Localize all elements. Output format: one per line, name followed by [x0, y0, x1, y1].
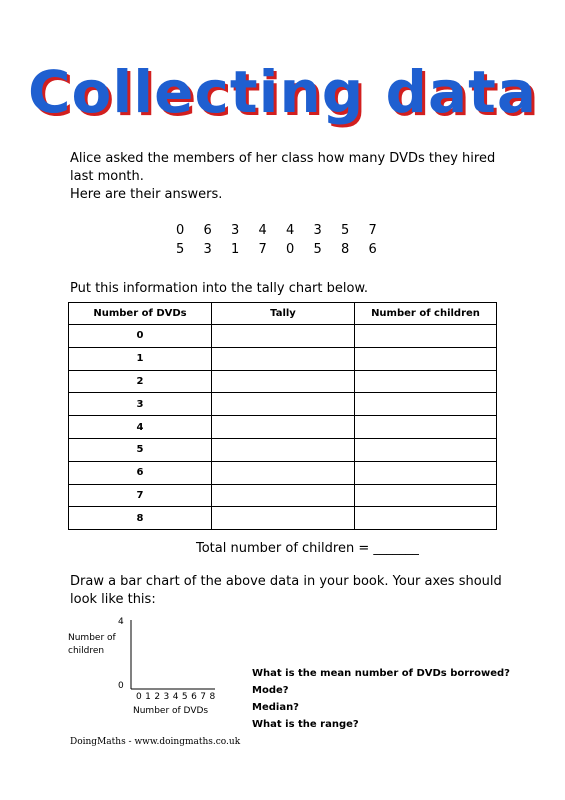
table-row [69, 507, 497, 530]
table-row [69, 461, 497, 484]
dvd-count-cell: 2 [69, 370, 212, 393]
footer-credit: DoingMaths - www.doingmaths.co.uk [70, 737, 241, 747]
answers-row-1 [176, 223, 396, 238]
tally-cell [212, 347, 355, 370]
answer-value: 5 [176, 242, 185, 257]
page-title: Collecting data [27, 58, 538, 126]
x-axis-label: Number of DVDs [133, 706, 209, 716]
dvd-count-cell: 0 [69, 325, 212, 348]
tally-cell [212, 416, 355, 439]
answer-value: 3 [231, 223, 240, 238]
tally-instruction: Put this information into the tally chart below. [70, 281, 369, 296]
children-cell [355, 461, 497, 484]
dvd-count-cell: 3 [69, 393, 212, 416]
answer-value: 3 [203, 242, 212, 257]
axis-origin-label: 0 [118, 681, 124, 691]
answer-value: 3 [313, 223, 322, 238]
dvd-count-cell: 4 [69, 416, 212, 439]
questions-list [252, 665, 510, 733]
total-children-line: Total number of children = _______ [196, 541, 419, 556]
question-mode: Mode? [252, 685, 289, 696]
children-cell [355, 438, 497, 461]
answers-row-2 [176, 242, 396, 257]
dvd-count-cell: 1 [69, 347, 212, 370]
tally-chart [68, 302, 497, 530]
tally-header-row [69, 303, 497, 325]
table-row [69, 370, 497, 393]
table-row [69, 347, 497, 370]
header-tally: Tally [212, 303, 355, 325]
answer-value: 5 [313, 242, 322, 257]
draw-line-2: look like this: [70, 592, 156, 607]
children-cell [355, 347, 497, 370]
intro-text [70, 150, 510, 204]
table-row [69, 438, 497, 461]
children-cell [355, 393, 497, 416]
answer-value: 4 [258, 223, 267, 238]
intro-line-3: Here are their answers. [70, 187, 223, 202]
dvd-count-cell: 7 [69, 484, 212, 507]
answer-value: 0 [286, 242, 295, 257]
answer-value: 5 [341, 223, 350, 238]
table-row [69, 325, 497, 348]
tally-cell [212, 438, 355, 461]
tally-cell [212, 484, 355, 507]
question-range: What is the range? [252, 719, 359, 730]
children-cell [355, 484, 497, 507]
x-axis-ticks: 0 1 2 3 4 5 6 7 8 [136, 692, 216, 702]
table-row [69, 416, 497, 439]
tally-cell [212, 393, 355, 416]
header-number-of-children: Number of children [355, 303, 497, 325]
children-cell [355, 325, 497, 348]
dvd-count-cell: 8 [69, 507, 212, 530]
dvd-count-cell: 6 [69, 461, 212, 484]
answer-value: 7 [258, 242, 267, 257]
answer-value: 6 [203, 223, 212, 238]
answer-value: 1 [231, 242, 240, 257]
answer-value: 4 [286, 223, 295, 238]
y-axis-label-line-2: children [68, 646, 105, 656]
intro-line-1: Alice asked the members of her class how many DVDs they hired [70, 151, 496, 166]
tally-cell [212, 507, 355, 530]
y-axis-top-tick: 4 [118, 617, 124, 627]
example-axes [60, 615, 230, 700]
answer-value: 6 [368, 242, 377, 257]
answer-value: 0 [176, 223, 185, 238]
tally-cell [212, 461, 355, 484]
draw-line-1: Draw a bar chart of the above data in your book. Your axes should [70, 574, 502, 589]
y-axis-label-line-1: Number of [68, 633, 116, 643]
dvd-count-cell: 5 [69, 438, 212, 461]
question-mean: What is the mean number of DVDs borrowed? [252, 668, 510, 679]
children-cell [355, 416, 497, 439]
table-row [69, 393, 497, 416]
children-cell [355, 370, 497, 393]
bar-chart-instruction [70, 573, 520, 609]
question-median: Median? [252, 702, 299, 713]
answer-value: 7 [368, 223, 377, 238]
header-number-of-dvds: Number of DVDs [69, 303, 212, 325]
table-row [69, 484, 497, 507]
tally-cell [212, 370, 355, 393]
children-cell [355, 507, 497, 530]
intro-line-2: last month. [70, 169, 144, 184]
answer-value: 8 [341, 242, 350, 257]
tally-cell [212, 325, 355, 348]
